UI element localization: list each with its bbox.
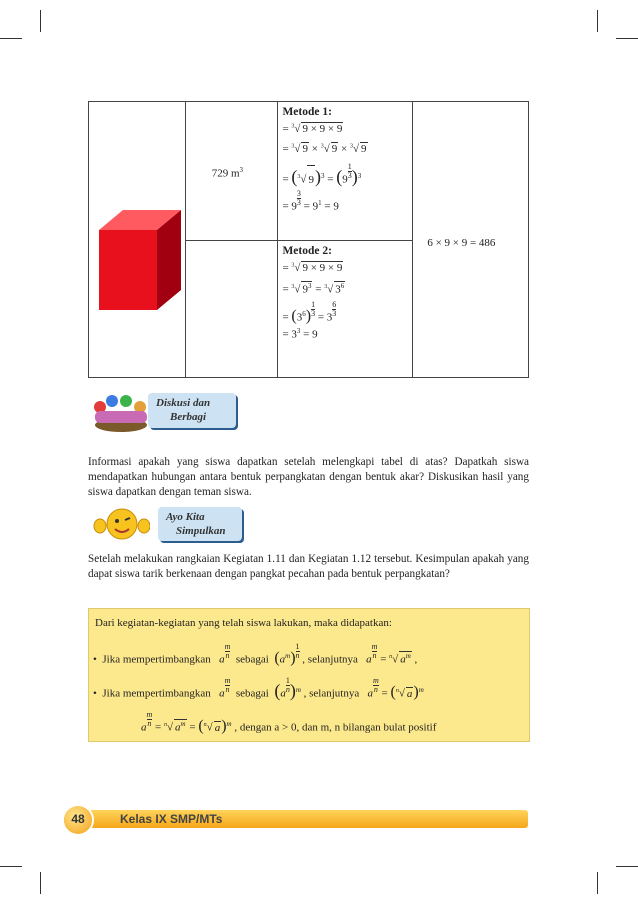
metode2-line2: = $^3$√ $9^3 = ^3√$ $3^6$ (282, 282, 345, 296)
crop-mark (597, 10, 598, 32)
badge-conclude (158, 507, 242, 541)
volume-cell-lower (185, 241, 278, 378)
bullet-1: • Jika mempertimbangkan a $\frac{m}{n}$ sebagai $(a^m)$ $\frac{1}{n}$ , selanjutnya a $\frac{m}{n}$ = $^n$√ $a^m$ , (93, 642, 418, 667)
metode2-line3: = $(3^6)$ $\frac{1}{3}$ = 3 $\frac{6}{3}$ (282, 300, 337, 325)
volume-cell (185, 102, 278, 241)
crop-mark (616, 866, 638, 867)
conclusion-intro: Dari kegiatan-kegiatan yang telah siswa lakukan, maka didapatkan: (95, 617, 392, 629)
badge-discussion (148, 393, 236, 428)
metode1-title: Metode 1: (282, 106, 332, 118)
paragraph-conclude: Setelah melakukan rangkaian Kegiatan 1.11 dan Kegiatan 1.12 tersebut. Kesimpulan apakah yang dapat siswa tarik berkenaan dengan pangkat pecahan pada bentuk perpangkatan? (88, 553, 529, 580)
metode2-line1: = $^3$√ 9 × 9 × 9 (282, 262, 343, 274)
red-cube-image (89, 102, 185, 376)
metode1-line1: = $^3$√ 9 × 9 × 9 (282, 123, 343, 135)
badge-conclude-line2: Simpulkan (176, 525, 226, 537)
metode1-line4: = 9 $\frac{3}{3}$ = $9^1 = 9$ (282, 189, 339, 213)
crop-mark (597, 872, 598, 894)
metode2-cell (278, 241, 413, 378)
bullet-2: • Jika mempertimbangkan a $\frac{m}{n}$ sebagai (a $\frac{1}{n}$ )$^m$ , selanjutnya a $\frac{m}{n}$ = ($^n$√ a)$^m$ (93, 676, 424, 701)
badge-conclude-line1: Ayo Kita (166, 511, 205, 523)
volume-table (88, 101, 529, 378)
result-cell (413, 102, 529, 378)
footer-title: Kelas IX SMP/MTs (120, 812, 223, 826)
cube-cell (89, 102, 186, 378)
crop-mark (0, 866, 22, 867)
metode1-cell (278, 102, 413, 241)
conclusion-box (88, 608, 530, 742)
smiley-thumbs-icon (92, 504, 150, 544)
paragraph-discussion: Informasi apakah yang siswa dapatkan setelah melengkapi tabel di atas? Dapatkah siswa mendapatkan hubungan antara bentuk perpangkatan dengan bentuk akar? Diskusikan hasil yang siswa dapatkan dengan teman siswa. (88, 456, 529, 498)
crop-mark (40, 10, 41, 32)
metode1-line3: = ($^3$√ 9)$^3$ = (9 $\frac{1}{3}$ )$^3$ (282, 162, 412, 190)
page-number: 48 (71, 812, 85, 826)
discussion-people-icon (90, 393, 152, 435)
crop-mark (616, 38, 638, 39)
final-formula: a $\frac{m}{n}$ = $^n$√ $a^m = (^n√$ a)$^m$ , dengan a > 0, dan m, n bilangan bulat positif (141, 710, 437, 735)
result-value: 6 × 9 × 9 = 486 (427, 237, 496, 249)
volume-value: 729 $m^3$ (211, 166, 244, 180)
metode2-line4: = $3^3 = 9$ (282, 327, 318, 341)
metode2-title: Metode 2: (282, 245, 332, 257)
badge-discussion-line2: Berbagi (170, 411, 207, 423)
crop-mark (40, 872, 41, 894)
crop-mark (0, 38, 22, 39)
badge-discussion-line1: Diskusi dan (156, 397, 211, 409)
metode1-line2: = $^3$√ 9 × $^3$√ 9 × $^3$√ 9 (282, 143, 367, 155)
